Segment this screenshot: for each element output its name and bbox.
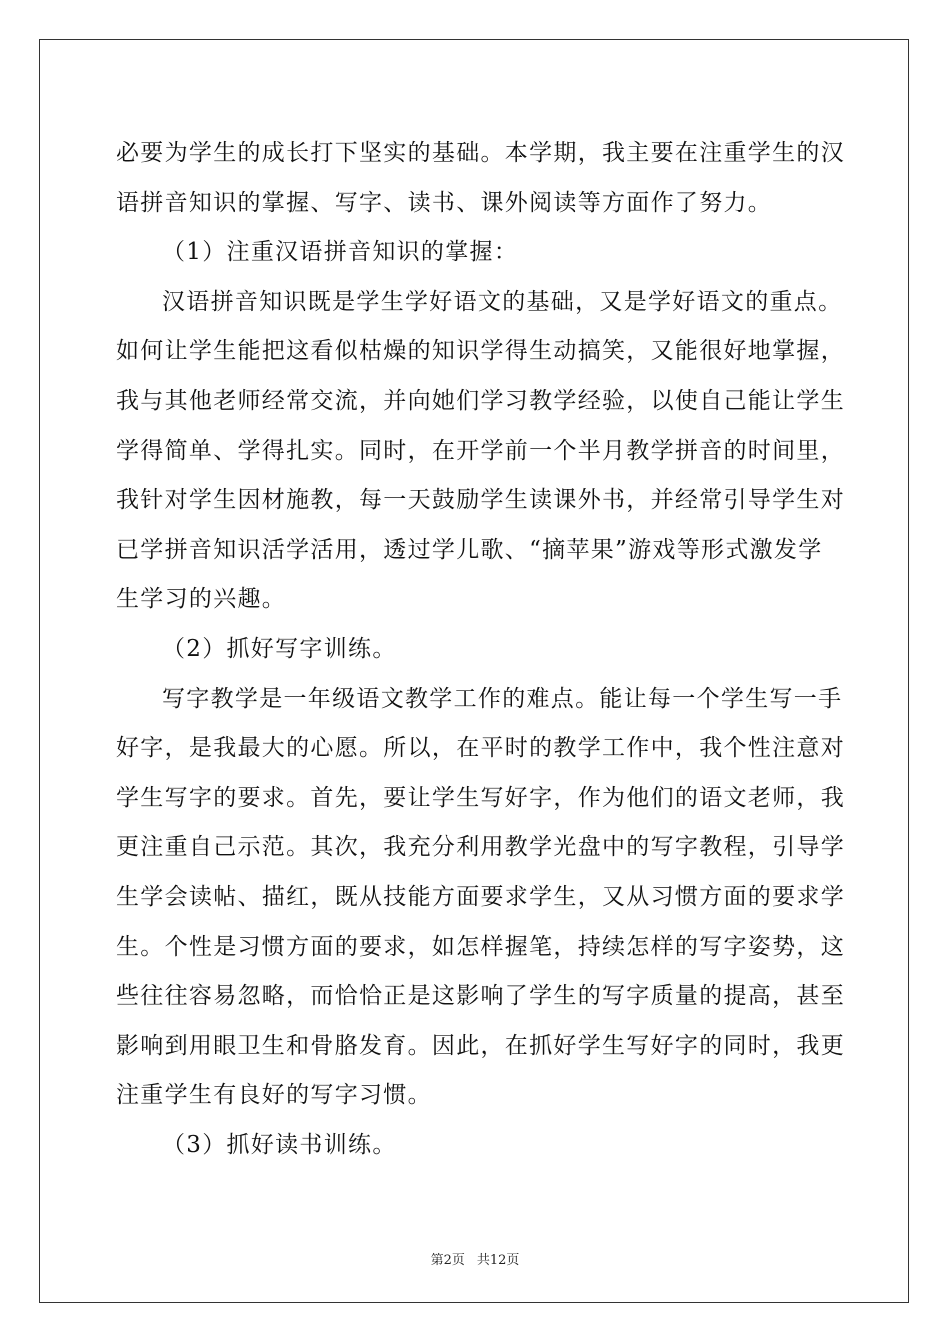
text-line: 如何让学生能把这看似枯燥的知识学得生动搞笑，又能很好地掌握， — [116, 338, 845, 365]
text-line: 已学拼音知识活学活用，透过学儿歌、“摘苹果”游戏等形式激发学 — [116, 536, 823, 563]
text-line: 我与其他老师经常交流，并向她们学习教学经验，以使自己能让学生 — [116, 387, 845, 414]
text-line: 学得简单、学得扎实。同时，在开学前一个半月教学拼音的时间里， — [116, 437, 845, 464]
text-line: 影响到用眼卫生和骨胳发育。因此，在抓好学生写好字的同时，我更 — [116, 1032, 845, 1059]
text-line: 学生写字的要求。首先，要让学生写好字，作为他们的语文老师，我 — [116, 784, 845, 811]
text-line: 写字教学是一年级语文教学工作的难点。能让每一个学生写一手 — [162, 685, 843, 712]
text-line: 些往往容易忽略，而恰恰正是这影响了学生的写字质量的提高，甚至 — [116, 983, 845, 1010]
page-total: 共12页 — [476, 1253, 520, 1268]
page-footer — [0, 1249, 950, 1268]
text-line: 汉语拼音知识既是学生学好语文的基础，又是学好语文的重点。 — [162, 288, 843, 315]
text-line: 注重学生有良好的写字习惯。 — [116, 1082, 432, 1109]
text-line: 生学会读帖、描红，既从技能方面要求学生，又从习惯方面的要求学 — [116, 883, 845, 910]
text-line: 更注重自己示范。其次，我充分利用教学光盘中的写字教程，引导学 — [116, 834, 845, 861]
text-line: （3）抓好读书训练。 — [162, 1131, 397, 1158]
document-body — [116, 129, 845, 1170]
text-line: （1）注重汉语拼音知识的掌握： — [162, 239, 519, 266]
text-line: 生。个性是习惯方面的要求，如怎样握笔，持续怎样的写字姿势，这 — [116, 933, 845, 960]
text-line: 好字，是我最大的心愿。所以，在平时的教学工作中，我个性注意对 — [116, 735, 845, 762]
text-line: （2）抓好写字训练。 — [162, 635, 397, 662]
text-line: 必要为学生的成长打下坚实的基础。本学期，我主要在注重学生的汉 — [116, 140, 845, 166]
text-line: 语拼音知识的掌握、写字、读书、课外阅读等方面作了努力。 — [116, 189, 773, 216]
page-number: 第2页 — [430, 1253, 465, 1268]
text-line: 生学习的兴趣。 — [116, 586, 287, 613]
text-line: 我针对学生因材施教，每一天鼓励学生读课外书，并经常引导学生对 — [116, 487, 845, 514]
